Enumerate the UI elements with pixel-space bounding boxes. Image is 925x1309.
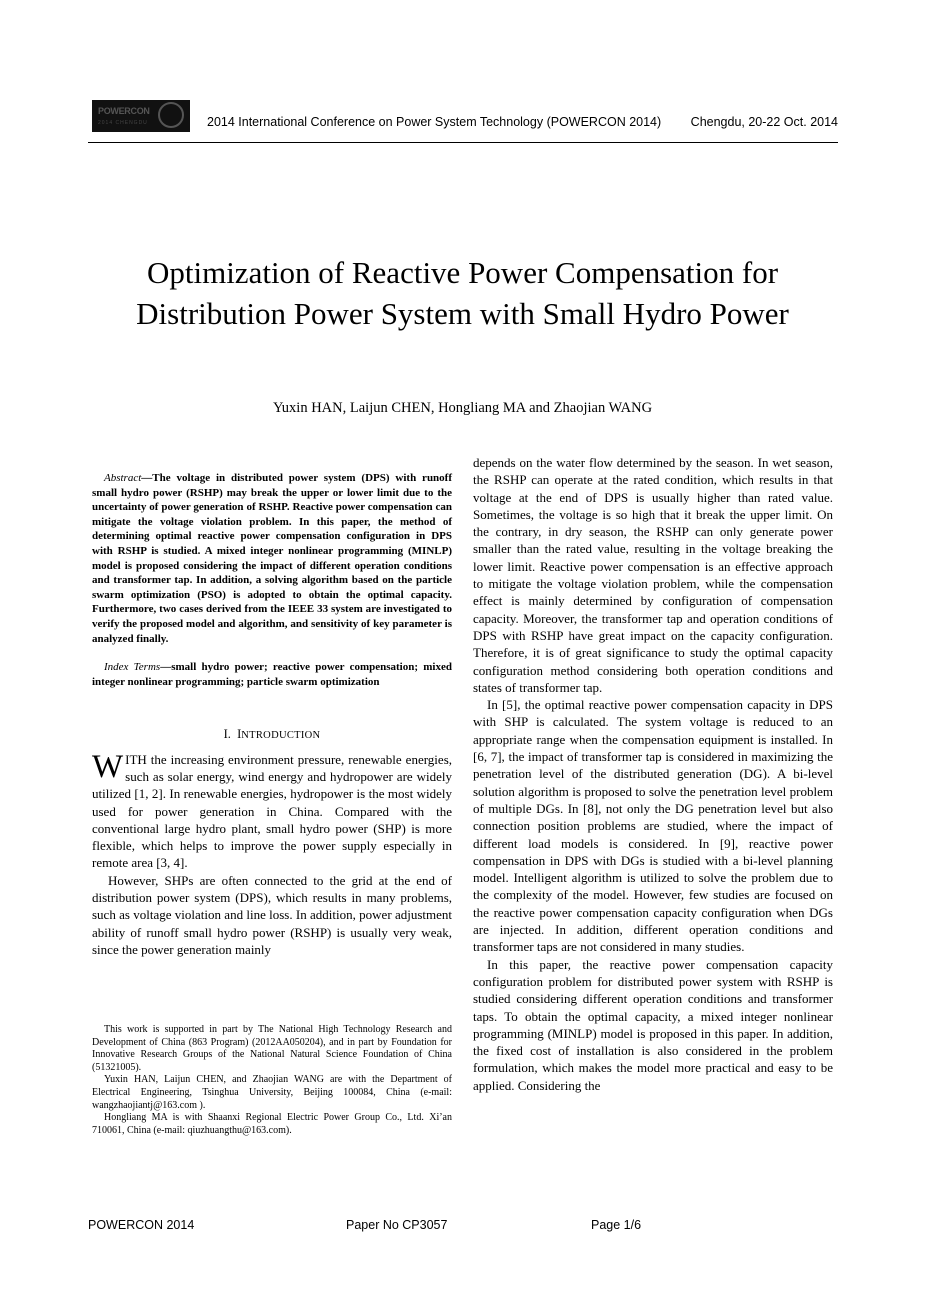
drop-cap: W xyxy=(92,748,124,785)
abstract-label: Abstract xyxy=(104,472,142,484)
index-terms-label: Index Terms xyxy=(104,661,161,674)
logo-subtext: 2014 CHENGDU xyxy=(98,120,148,126)
section-initial: I xyxy=(237,727,242,742)
logo-text: POWERCON xyxy=(98,106,150,116)
intro-paragraph-1 xyxy=(92,748,452,872)
right-paragraph-2: In [5], the optimal reactive power compensation capacity in DPS with SHP is calculated. The system voltage is reduced to an appropriate range when the compensation equipment is installed. In [6, 7], the impact of transformer tap is considered in maximizing the penetration level of the distributed generation (DG). A bi-level solution algorithm is proposed to solve the penetration level problem of multiple DGs. In [8], not only the DG penetration level but also connection position problems are studied, where the impact of different load models is considered. In [9], reactive power compensation in DPS with DGs is studied with a bi-level planning model. Intelligent algorithm is utilized to solve the problem due to the complexity of the model. However, few studies are focused on the reactive power compensation capacity configuration when DGs are injected. In addition, different operation conditions and transformer taps are not considered in many studies. xyxy=(473,697,833,955)
section-number: I. xyxy=(223,727,231,742)
intro-paragraph-2: However, SHPs are often connected to the grid at the end of distribution power system (DPS), which results in many problems, such as voltage violation and line loss. In addition, power adjustment ability of runoff small hydro power (RSHP) is usually very weak, since the power generation mainly xyxy=(92,872,452,957)
abstract-text: —The voltage in distributed power system (DPS) with runoff small hydro power (RSHP) may break the upper or lower limit due to the uncertainty of power generation of RSHP. Reactive power compensation can mitigate the voltage violation problem. In this paper, the method of determining optimal reactive power compensation configuration in DPS with RSHP is studied. A mixed integer nonlinear programming (MINLP) model is proposed considering the impact of different operation conditions and transformer tap. In addition, a solving algorithm based on the particle swarm optimization (PSO) is adopted to obtain the optimal capacity. Furthermore, two cases derived from the IEEE 33 system are investigated to verify the proposed model and algorithm, and sensitivity of key parameter is analyzed finally. xyxy=(92,472,452,645)
footer-conference: POWERCON 2014 xyxy=(88,1218,195,1232)
index-terms xyxy=(92,660,452,689)
section-title: NTRODUCTION xyxy=(241,730,321,742)
footnote xyxy=(92,1024,452,1137)
footnote-affiliation-1: Yuxin HAN, Laijun CHEN, and Zhaojian WANG are with the Department of Electrical Engineering, Tsinghua University, Beijing 100084, China (e-mail: wangzhaojiantj@163.com ). xyxy=(92,1074,452,1111)
right-paragraph-1: depends on the water flow determined by the season. In wet season, the RSHP can operate at the rated condition, which results in that voltage at the end of DPS is usually higher than rated value. Sometimes, the voltage is so high that it break the upper limit. On the contrary, in dry season, the RSHP can only generate power smaller than the rated value, resulting in the voltage breaking the lower limit. Reactive power compensation is an effective approach to mitigate the voltage violation problem, while the compensation effect is mainly determined by configuration of compensation capacity. Moreover, the transformer tap and operation conditions of DPS with RSHP have great impact on the capacity configuration. Therefore, it is of great significance to study the optimal capacity configuration method considering both operation conditions and states of transformer tap. xyxy=(473,455,833,695)
index-terms-text: —small hydro power; reactive power compensation; mixed integer nonlinear programming; particle swarm optimization xyxy=(92,661,452,688)
footnote-affiliation-2: Hongliang MA is with Shaanxi Regional Electric Power Group Co., Ltd. Xi’an 710061, China (e-mail: qiuzhuangthu@163.com). xyxy=(92,1112,452,1136)
header-divider xyxy=(88,142,838,143)
left-column xyxy=(92,471,452,958)
section-heading xyxy=(92,726,452,744)
intro-paragraph-1-text: ITH the increasing environment pressure, renewable energies, such as solar energy, wind energy and hydropower are widely utilized [1, 2]. In renewable energies, hydropower is the most widely used for power generation in China. Compared with the conventional large hydro plant, small hydro power (SHP) is more flexible, which helps to improve the power supply especially in remote area [3, 4]. xyxy=(92,751,452,871)
paper-authors: Yuxin HAN, Laijun CHEN, Hongliang MA and Zhaojian WANG xyxy=(272,400,653,416)
footnote-funding: This work is supported in part by The National High Technology Research and Development of China (863 Program) (2012AA050204), and in part by Foundation for Innovative Research Groups of the National Natural Science Foundation of China (51321005). xyxy=(92,1024,452,1073)
logo-emblem-icon xyxy=(158,102,184,128)
right-column xyxy=(473,454,833,1094)
abstract xyxy=(92,471,452,646)
footer-paper-number: Paper No CP3057 xyxy=(346,1218,448,1232)
footer-page-number: Page 1/6 xyxy=(591,1218,642,1232)
conference-name: 2014 International Conference on Power System Technology (POWERCON 2014) xyxy=(207,115,662,129)
right-paragraph-3: In this paper, the reactive power compensation capacity configuration problem for distributed power system with RSHP is studied considering different operation conditions and transformer taps. To obtain the optimal capacity, a mixed integer nonlinear programming (MINLP) model is proposed in this paper. In addition, the fixed cost of installation is also considered in the problem formulation, which makes the model more practical and easy to be applied. Considering the xyxy=(473,956,833,1093)
paper-title: Optimization of Reactive Power Compensation for Distribution Power System with Small Hydro Power xyxy=(136,255,789,331)
conference-logo xyxy=(92,100,190,132)
conference-place-date: Chengdu, 20-22 Oct. 2014 xyxy=(690,115,838,129)
